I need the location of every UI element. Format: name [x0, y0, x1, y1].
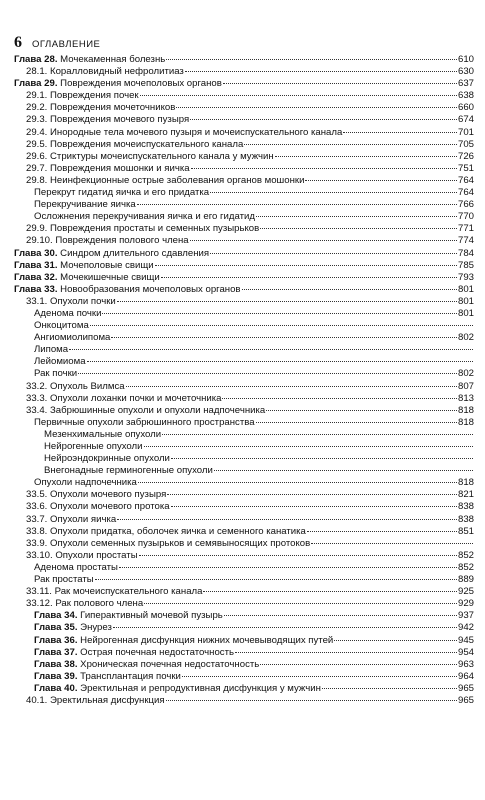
toc-page-number: 821 [457, 489, 474, 501]
toc-leader-dots [69, 349, 473, 350]
toc-page-number: 638 [457, 90, 474, 102]
toc-page-number: 701 [457, 126, 474, 138]
toc-entry [14, 54, 474, 66]
toc-entry-title: Мочекишечные свищи [60, 271, 160, 283]
toc-entry-title: Рак простаты [34, 574, 94, 586]
toc-entry-title: 29.2. Повреждения мочеточников [26, 102, 176, 114]
toc-entry-title: Гиперактивный мочевой пузырь [80, 610, 223, 622]
toc-entry [14, 635, 474, 647]
toc-page-number: 610 [457, 54, 474, 65]
toc-entry-title: 29.4. Инородные тела мочевого пузыря и мочеиспускательного канала [26, 126, 343, 138]
toc-entry-label [26, 102, 175, 114]
toc-entry-label [26, 114, 189, 126]
toc-entry-title: 33.5. Опухоли мочевого пузыря [26, 489, 167, 501]
toc-page-number: 705 [457, 138, 474, 150]
toc-entry-title: Аденома почки [34, 307, 102, 319]
toc-entry-label [26, 163, 190, 175]
toc-entry [14, 381, 474, 393]
toc-entry-label [34, 622, 112, 634]
toc-entry [14, 417, 474, 429]
toc-entry-title: Лейомиома [34, 356, 86, 368]
toc-entry [14, 260, 474, 272]
toc-entry-title: 29.7. Повреждения мошонки и яичка [26, 162, 190, 174]
toc-entry-title: Синдром длительного сдавления [60, 247, 210, 259]
toc-entry-label [26, 127, 342, 139]
toc-page-number: 802 [457, 368, 474, 380]
toc-page-number: 813 [457, 392, 474, 404]
toc-page-number: 674 [457, 114, 474, 126]
toc-entry-title: 33.12. Рак полового члена [26, 598, 144, 610]
toc-leader-dots [203, 591, 457, 592]
toc-entry-label [26, 393, 221, 405]
toc-entry-title: 29.10. Повреждения полового члена [26, 235, 189, 247]
toc-entry-label [26, 296, 116, 308]
toc-entry-label [34, 211, 255, 223]
toc-leader-dots [171, 506, 457, 507]
toc-entry [14, 368, 474, 380]
toc-entry-title: 33.8. Опухоли придатка, оболочек яичка и семенного канатика [26, 525, 306, 537]
toc-leader-dots [307, 531, 457, 532]
toc-page-number: 751 [457, 162, 474, 174]
toc-leader-dots [242, 289, 457, 290]
toc-entry-title: Эректильная и репродуктивная дисфункция у мужчин [80, 682, 321, 694]
toc-entry-label [34, 368, 77, 380]
toc-chapter-number: Глава 28. [14, 54, 58, 65]
toc-leader-dots [190, 240, 457, 241]
toc-entry [14, 622, 474, 634]
toc-entry-label [14, 78, 222, 90]
toc-entry-title: 33.4. Забрюшинные опухоли и опухоли надпочечника [26, 404, 266, 416]
toc-entry [14, 114, 474, 126]
toc-leader-dots [171, 458, 473, 459]
toc-entry-label [26, 66, 184, 78]
toc-entry [14, 586, 474, 598]
toc-leader-dots [244, 144, 457, 145]
toc-entry-title: Аденома простаты [34, 561, 118, 573]
toc-leader-dots [138, 482, 457, 483]
toc-entry-title: 33.6. Опухоли мочевого протока [26, 501, 170, 513]
toc-entry [14, 683, 474, 695]
toc-leader-dots [343, 132, 457, 133]
toc-entry-label [26, 139, 243, 151]
toc-leader-dots [311, 543, 473, 544]
toc-entry-label [14, 248, 209, 260]
toc-leader-dots [139, 555, 457, 556]
toc-leader-dots [334, 640, 457, 641]
toc-entry-title: Внегонадные герминогенные опухоли [44, 465, 213, 477]
toc-entry [14, 514, 474, 526]
toc-entry-label [26, 489, 166, 501]
toc-entry [14, 296, 474, 308]
toc-entry-title: Нейроэндокринные опухоли [44, 453, 170, 465]
toc-entry [14, 308, 474, 320]
toc-entry-label [34, 683, 321, 695]
toc-leader-dots [140, 95, 457, 96]
toc-leader-dots [126, 386, 457, 387]
toc-entry-title: 29.8. Неинфекционные острые заболевания органов мошонки [26, 174, 305, 186]
toc-entry [14, 163, 474, 175]
toc-leader-dots [223, 83, 457, 84]
toc-entry-title: Опухоли надпочечника [34, 477, 137, 489]
toc-entry-title: 33.1. Опухоли почки [26, 295, 116, 307]
toc-page-number: 851 [457, 525, 474, 537]
toc-leader-dots [256, 422, 457, 423]
toc-page-number: 889 [457, 574, 474, 586]
toc-page-number: 818 [457, 477, 474, 489]
toc-entry-title: Первичные опухоли забрюшинного пространства [34, 416, 255, 428]
toc-entry [14, 235, 474, 247]
toc-page-number: 637 [457, 78, 474, 90]
toc-leader-dots [166, 700, 457, 701]
toc-entry [14, 102, 474, 114]
toc-entry-label [26, 695, 165, 707]
table-of-contents [14, 54, 474, 707]
toc-page-number: 802 [457, 332, 474, 344]
toc-leader-dots [210, 192, 457, 193]
toc-entry [14, 211, 474, 223]
toc-leader-dots [275, 156, 457, 157]
toc-leader-dots [117, 519, 457, 520]
toc-entry [14, 344, 474, 356]
toc-page-number: 801 [457, 307, 474, 319]
toc-chapter-number: Глава 34. [34, 610, 78, 622]
toc-entry-title: Осложнения перекручивания яичка и его гидатид [34, 211, 255, 223]
toc-page-number: 764 [457, 187, 474, 199]
toc-entry-label [34, 659, 259, 671]
toc-page-number: 965 [457, 694, 474, 706]
toc-page-number: 937 [457, 610, 474, 622]
toc-entry-title: 33.9. Опухоли семенных пузырьков и семявыносящих протоков [26, 537, 311, 549]
toc-entry [14, 284, 474, 296]
toc-page-number: 838 [457, 513, 474, 525]
toc-entry-label [44, 465, 213, 477]
toc-page-number: 852 [457, 561, 474, 573]
toc-entry [14, 671, 474, 683]
page-number: 6 [14, 34, 22, 51]
toc-page-number: 801 [457, 295, 474, 307]
toc-page-number: 784 [457, 247, 474, 259]
toc-leader-dots [90, 325, 473, 326]
toc-entry-title: 29.3. Повреждения мочевого пузыря [26, 114, 190, 126]
toc-page-number: 771 [457, 223, 474, 235]
toc-entry [14, 223, 474, 235]
toc-entry [14, 320, 474, 332]
toc-leader-dots [305, 180, 457, 181]
toc-entry [14, 199, 474, 211]
toc-entry-title: Хроническая почечная недостаточность [80, 658, 260, 670]
toc-entry-title: Перекручивание яичка [34, 199, 136, 211]
toc-entry-label [26, 223, 259, 235]
toc-chapter-number: Глава 29. [14, 78, 58, 90]
toc-entry-label [34, 417, 255, 429]
toc-leader-dots [95, 579, 457, 580]
toc-leader-dots [119, 567, 457, 568]
toc-leader-dots [137, 204, 457, 205]
toc-leader-dots [161, 277, 457, 278]
toc-entry-label [26, 550, 138, 562]
toc-leader-dots [87, 361, 473, 362]
toc-page-number: 945 [457, 634, 474, 646]
toc-page-number: 726 [457, 150, 474, 162]
toc-entry-title: 29.1. Повреждения почек [26, 90, 139, 102]
toc-entry [14, 562, 474, 574]
toc-entry [14, 465, 474, 477]
toc-entry [14, 429, 474, 441]
toc-chapter-number: Глава 37. [34, 646, 78, 658]
toc-leader-dots [190, 119, 457, 120]
toc-leader-dots [214, 470, 473, 471]
toc-leader-dots [102, 313, 457, 314]
toc-entry [14, 659, 474, 671]
toc-leader-dots [113, 627, 457, 628]
toc-leader-dots [111, 337, 457, 338]
toc-leader-dots [185, 71, 457, 72]
toc-entry [14, 501, 474, 513]
toc-entry-label [26, 501, 170, 513]
toc-entry [14, 610, 474, 622]
toc-entry-label [44, 429, 161, 441]
toc-page-number: 764 [457, 174, 474, 186]
toc-entry-title: Онкоцитома [34, 320, 89, 332]
toc-entry [14, 151, 474, 163]
toc-page-number: 925 [457, 586, 474, 598]
toc-entry-label [26, 235, 189, 247]
toc-entry-title: 33.7. Опухоли яичка [26, 513, 117, 525]
toc-entry [14, 248, 474, 260]
toc-leader-dots [266, 410, 457, 411]
toc-entry [14, 356, 474, 368]
toc-entry-title: Перекрут гидатид яичка и его придатка [34, 187, 210, 199]
toc-entry-title: Нейрогенные опухоли [44, 441, 143, 452]
toc-entry-title: Рак почки [34, 368, 78, 380]
toc-entry-label [34, 308, 101, 320]
toc-entry [14, 90, 474, 102]
toc-leader-dots [222, 398, 457, 399]
toc-leader-dots [78, 373, 457, 374]
toc-entry [14, 526, 474, 538]
toc-page-number: 785 [457, 259, 474, 271]
toc-chapter-number: Глава 31. [14, 259, 58, 271]
toc-entry [14, 647, 474, 659]
toc-entry-title: Новообразования мочеполовых органов [60, 283, 241, 295]
toc-entry-label [34, 647, 234, 659]
toc-leader-dots [224, 615, 457, 616]
toc-entry-title: 33.10. Опухоли простаты [26, 549, 138, 561]
toc-chapter-number: Глава 33. [14, 283, 58, 295]
toc-chapter-number: Глава 35. [34, 622, 78, 634]
toc-entry [14, 695, 474, 707]
toc-entry-title: 33.3. Опухоли лоханки почки и мочеточника [26, 392, 222, 404]
toc-page-number: 929 [457, 598, 474, 610]
toc-entry-title: Нейрогенная дисфункция нижних мочевыводящих путей [80, 634, 334, 646]
toc-entry [14, 477, 474, 489]
toc-entry-label [26, 586, 202, 598]
toc-entry-title: 33.2. Опухоль Вилмса [26, 380, 125, 392]
toc-leader-dots [162, 434, 473, 435]
toc-entry-label [26, 514, 116, 526]
toc-entry-label [34, 635, 333, 647]
toc-entry-label [26, 90, 139, 102]
toc-entry [14, 272, 474, 284]
toc-entry-title: Энурез [80, 622, 112, 634]
toc-leader-dots [167, 494, 457, 495]
toc-entry-title: 29.5. Повреждения мочеиспускательного канала [26, 138, 244, 150]
toc-chapter-number: Глава 32. [14, 271, 58, 283]
toc-entry-label [34, 477, 137, 489]
toc-page-number: 838 [457, 501, 474, 513]
toc-entry-label [26, 538, 310, 550]
toc-entry [14, 332, 474, 344]
toc-entry [14, 441, 474, 453]
toc-page-number: 774 [457, 235, 474, 247]
header-title: ОГЛАВЛЕНИЕ [32, 39, 101, 50]
toc-chapter-number: Глава 40. [34, 682, 78, 694]
toc-leader-dots [144, 603, 457, 604]
toc-page-number: 630 [457, 66, 474, 78]
toc-entry-title: 29.9. Повреждения простаты и семенных пузырьков [26, 223, 260, 235]
toc-entry-label [26, 526, 306, 538]
page-header [14, 34, 100, 52]
toc-leader-dots [322, 688, 457, 689]
toc-entry-title: 33.11. Рак мочеиспускательного канала [26, 586, 203, 598]
toc-entry-title: Мочекаменная болезнь [60, 54, 166, 65]
toc-leader-dots [210, 253, 457, 254]
toc-entry-label [34, 187, 209, 199]
toc-entry-label [14, 284, 241, 296]
toc-entry-label [34, 199, 136, 211]
toc-entry [14, 393, 474, 405]
toc-leader-dots [155, 265, 457, 266]
toc-leader-dots [176, 107, 457, 108]
toc-entry-title: Липома [34, 344, 69, 356]
toc-page-number: 964 [457, 670, 474, 682]
toc-page-number: 954 [457, 646, 474, 658]
toc-entry-title: Ангиомиолипома [34, 332, 111, 344]
toc-entry-title: 40.1. Эректильная дисфункция [26, 694, 165, 706]
toc-entry-label [44, 453, 170, 465]
toc-entry-label [34, 671, 181, 683]
toc-entry-title: Мочеполовые свищи [60, 259, 154, 271]
toc-page-number: 942 [457, 622, 474, 634]
toc-entry [14, 139, 474, 151]
toc-entry-label [14, 272, 160, 284]
toc-entry [14, 538, 474, 550]
toc-entry-label [34, 320, 89, 332]
toc-entry [14, 598, 474, 610]
toc-entry [14, 78, 474, 90]
toc-entry-label [34, 610, 223, 622]
toc-entry [14, 489, 474, 501]
toc-entry [14, 127, 474, 139]
toc-entry-label [34, 344, 68, 356]
toc-page-number: 818 [457, 404, 474, 416]
toc-leader-dots [117, 301, 457, 302]
toc-entry-label [34, 574, 94, 586]
toc-leader-dots [260, 664, 457, 665]
toc-leader-dots [260, 228, 457, 229]
toc-page-number: 770 [457, 211, 474, 223]
toc-entry-label [26, 381, 125, 393]
toc-entry-label [26, 175, 304, 187]
toc-chapter-number: Глава 39. [34, 670, 78, 682]
toc-page-number: 766 [457, 199, 474, 211]
toc-page-number: 793 [457, 271, 474, 283]
toc-entry-title: Трансплантация почки [80, 670, 181, 682]
toc-chapter-number: Глава 36. [34, 634, 78, 646]
toc-page-number: 807 [457, 380, 474, 392]
toc-chapter-number: Глава 30. [14, 247, 58, 259]
toc-page-number: 801 [457, 283, 474, 295]
toc-entry-title: 28.1. Коралловидный нефролитиаз [26, 66, 184, 78]
toc-entry-label [26, 405, 265, 417]
toc-entry-label [14, 260, 154, 272]
toc-entry [14, 405, 474, 417]
toc-entry [14, 175, 474, 187]
toc-page-number: 818 [457, 416, 474, 428]
toc-leader-dots [256, 216, 457, 217]
toc-entry-label [14, 54, 165, 66]
toc-leader-dots [235, 652, 457, 653]
toc-chapter-number: Глава 38. [34, 658, 78, 670]
toc-page-number: 660 [457, 102, 474, 114]
toc-entry-title: Мезенхимальные опухоли [44, 428, 162, 440]
toc-entry [14, 574, 474, 586]
toc-entry-label [44, 441, 143, 453]
toc-page-number: 965 [457, 682, 474, 694]
toc-entry-title: Острая почечная недостаточность [80, 646, 234, 658]
toc-leader-dots [182, 676, 457, 677]
toc-entry-title: 29.6. Стриктуры мочеиспускательного канала у мужчин [26, 150, 274, 162]
toc-page-number: 852 [457, 549, 474, 561]
toc-entry-label [26, 598, 143, 610]
toc-entry-title: Повреждения мочеполовых органов [60, 78, 222, 90]
toc-leader-dots [144, 446, 473, 447]
toc-entry-label [34, 562, 118, 574]
toc-entry [14, 453, 474, 465]
toc-entry-label [34, 332, 110, 344]
toc-entry-label [34, 356, 86, 368]
toc-entry-label [26, 151, 274, 163]
toc-leader-dots [191, 168, 457, 169]
toc-entry [14, 550, 474, 562]
toc-leader-dots [166, 59, 457, 60]
toc-page-number: 963 [457, 658, 474, 670]
toc-entry [14, 187, 474, 199]
toc-entry [14, 66, 474, 78]
